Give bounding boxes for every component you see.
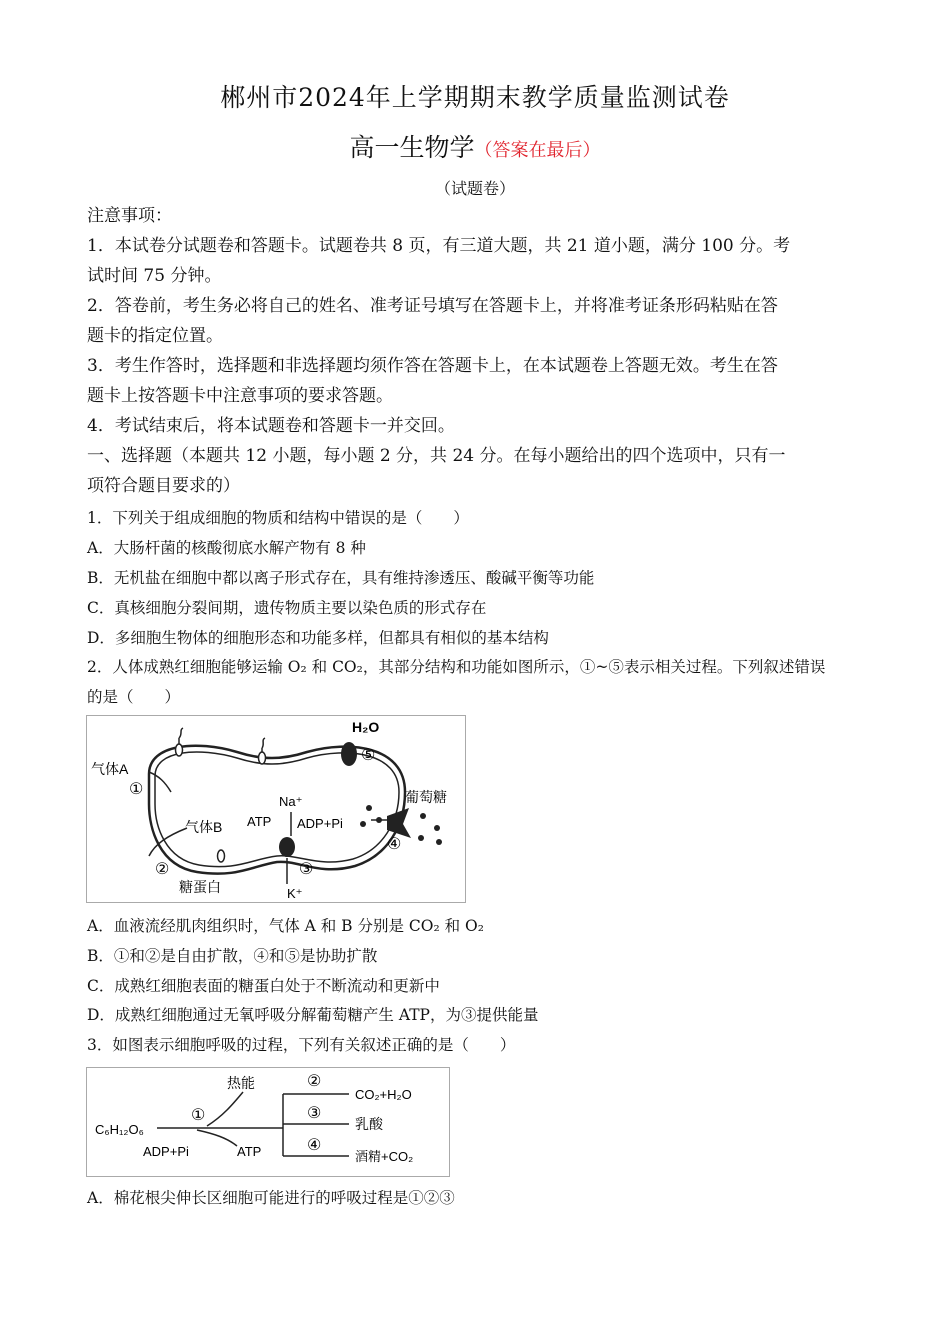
glycoprotein-top-1: [179, 728, 183, 746]
q2-option-c: C．成熟红细胞表面的糖蛋白处于不断流动和更新中: [87, 977, 440, 995]
label-circle-3: ③: [299, 859, 314, 878]
notice-2a: 2．答卷前，考生务必将自己的姓名、准考证号填写在答题卡上，并将准考证条形码粘贴在答: [87, 296, 778, 316]
pump-protein-3: [279, 837, 295, 857]
q3-stem: 3．如图表示细胞呼吸的过程，下列有关叙述正确的是（ ）: [87, 1036, 516, 1054]
respiration-figure: [86, 1067, 450, 1177]
arrow-gas-b: [149, 828, 187, 856]
protein-top-2: [259, 752, 266, 764]
label-glucose-formula: C₆H₁₂O₆: [95, 1122, 144, 1137]
q1-option-d: D．多细胞生物体的细胞形态和功能多样，但都具有相似的基本结构: [87, 629, 549, 647]
notice-1a: 1．本试卷分试题卷和答题卡。试题卷共 8 页，有三道大题，共 21 道小题，满分 100 分。考: [87, 236, 791, 256]
label-circle-4: ④: [387, 834, 402, 853]
label-circle-3: ③: [307, 1103, 322, 1122]
label-circle-4: ④: [307, 1135, 322, 1154]
notice-2b: 题卡的指定位置。: [87, 326, 223, 346]
q1-stem: 1．下列关于组成细胞的物质和结构中错误的是（ ）: [87, 509, 469, 527]
q1-option-a: A．大肠杆菌的核酸彻底水解产物有 8 种: [87, 539, 366, 557]
notice-3b: 题卡上按答题卡中注意事项的要求答题。: [87, 386, 393, 406]
channel-protein-5: [341, 742, 357, 766]
paper-type: （试题卷）: [434, 179, 515, 198]
q2-option-b: B．①和②是自由扩散，④和⑤是协助扩散: [87, 947, 378, 965]
q3-option-a: A．棉花根尖伸长区细胞可能进行的呼吸过程是①②③: [87, 1189, 455, 1207]
label-atp: ATP: [247, 814, 272, 829]
glucose-dot-6: [418, 835, 424, 841]
label-adp: ADP+Pi: [143, 1144, 189, 1159]
notice-heading: 注意事项：: [87, 206, 172, 226]
label-k: K⁺: [287, 886, 303, 901]
notice-4: 4．考试结束后，将本试题卷和答题卡一并交回。: [87, 416, 455, 436]
subject-name: 高一生物学: [349, 133, 475, 162]
q2-stem-b: 的是（ ）: [87, 688, 181, 706]
glucose-dot-1: [366, 805, 372, 811]
label-product-2: CO₂+H₂O: [355, 1087, 412, 1102]
subject-title: [0, 128, 950, 164]
section1-a: 一、选择题（本题共 12 小题，每小题 2 分，共 24 分。在每小题给出的四个选项中，只有一: [87, 446, 786, 466]
label-circle-2: ②: [307, 1071, 322, 1090]
q2-stem-a: 2．人体成熟红细胞能够运输 O₂ 和 CO₂，其部分结构和功能如图所示，①~⑤表示相关过程。下列叙述错误: [87, 658, 826, 676]
glucose-dot-7: [436, 839, 442, 845]
label-heat: 热能: [227, 1075, 255, 1091]
glucose-dot-2: [360, 821, 366, 827]
q1-option-b: B．无机盐在细胞中都以离子形式存在，具有维持渗透压、酸碱平衡等功能: [87, 569, 595, 587]
label-circle-5: ⑤: [361, 745, 376, 764]
label-glycoprotein: 糖蛋白: [179, 879, 221, 895]
q2-option-a: A．血液流经肌肉组织时，气体 A 和 B 分别是 CO₂ 和 O₂: [87, 917, 484, 935]
label-adp: ADP+Pi: [297, 816, 343, 831]
label-product-3: 乳酸: [355, 1116, 383, 1132]
label-na: Na⁺: [279, 794, 303, 809]
glucose-dot-5: [434, 825, 440, 831]
rbc-figure: [86, 715, 466, 903]
label-circle-1: ①: [129, 779, 144, 798]
answer-note: （答案在最后）: [474, 140, 601, 161]
protein-bottom: [218, 850, 225, 862]
label-atp: ATP: [237, 1144, 262, 1159]
label-product-4: 酒精+CO₂: [355, 1149, 414, 1164]
label-gas-a: 气体A: [91, 761, 129, 777]
q2-option-d: D．成熟红细胞通过无氧呼吸分解葡萄糖产生 ATP，为③提供能量: [87, 1006, 539, 1024]
arrow-heat: [207, 1092, 243, 1126]
arrow-atp: [197, 1130, 237, 1146]
notice-1b: 试时间 75 分钟。: [87, 266, 222, 286]
arrow-gas-a: [149, 772, 171, 792]
cell-membrane-inner: [155, 752, 402, 867]
label-glucose: 葡萄糖: [405, 789, 447, 805]
section1-b: 项符合题目要求的）: [87, 476, 240, 496]
label-gas-b: 气体B: [185, 819, 223, 835]
label-h2o: H₂O: [352, 719, 380, 735]
q1-option-c: C．真核细胞分裂间期，遗传物质主要以染色质的形式存在: [87, 599, 487, 617]
notice-3a: 3．考生作答时，选择题和非选择题均须作答在答题卡上，在本试题卷上答题无效。考生在答: [87, 356, 778, 376]
page-title: 郴州市2024年上学期期末教学质量监测试卷: [220, 83, 730, 112]
label-circle-1: ①: [191, 1105, 206, 1124]
protein-top-1: [176, 744, 183, 756]
label-circle-2: ②: [155, 859, 170, 878]
glucose-dot-4: [420, 813, 426, 819]
